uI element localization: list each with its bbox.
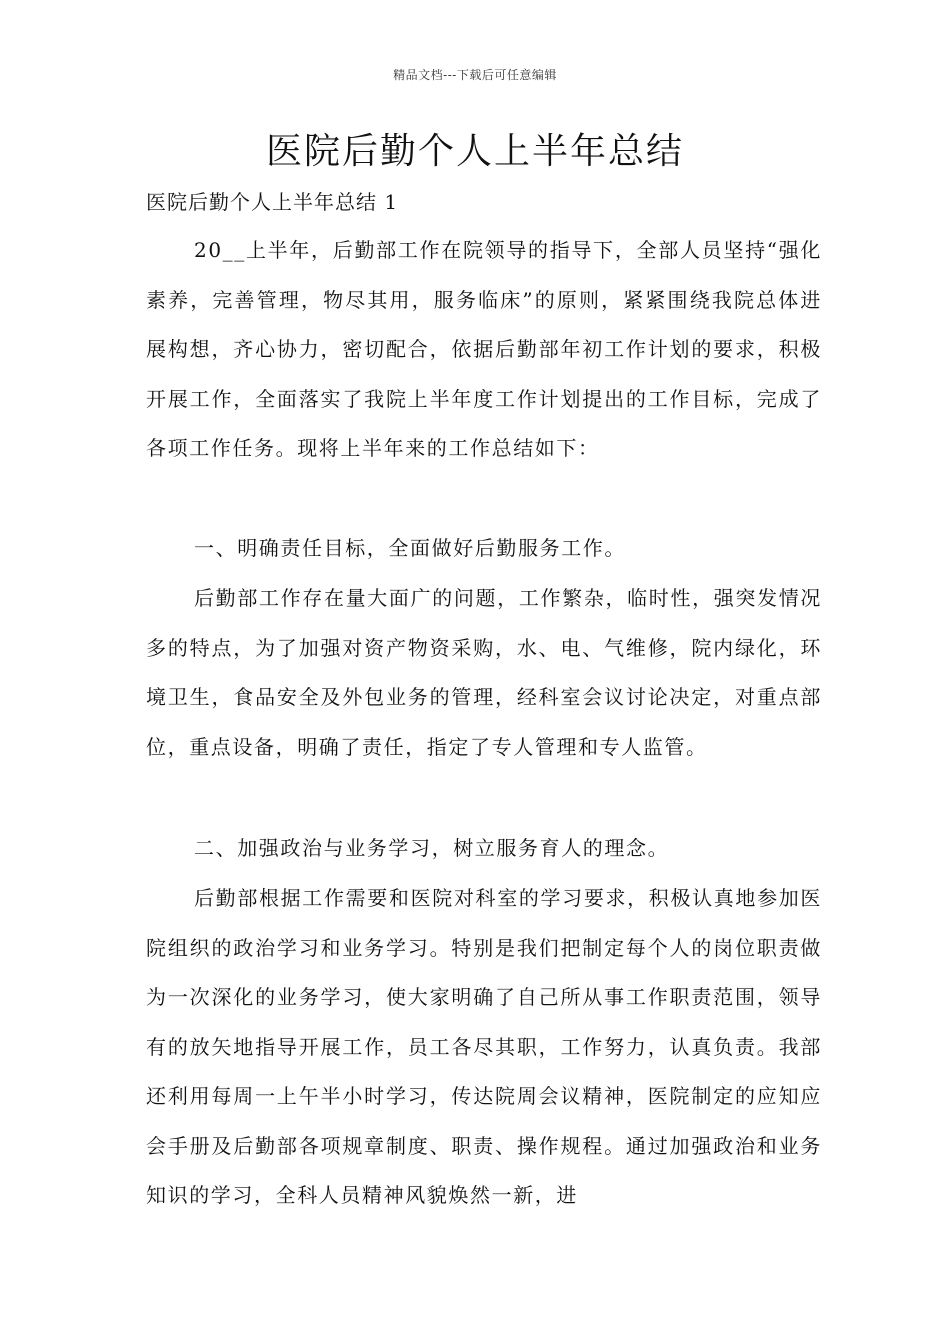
header-note: 精品文档---下载后可任意编辑: [393, 68, 557, 82]
section-heading-2: 二、加强政治与业务学习，树立服务育人的理念。: [194, 836, 670, 860]
paragraph-section-1: 后勤部工作存在量大面广的问题，工作繁杂，临时性，强突发情况多的特点，为了加强对资产物资采购，水、电、气维修，院内绿化，环境卫生，食品安全及外包业务的管理，经科室会议讨论决定，对重点部位，重点设备，明确了责任，指定了专人管理和专人监管。: [146, 586, 822, 759]
paragraph-intro: 20__上半年，后勤部工作在院领导的指导下，全部人员坚持“强化素养，完善管理，物尽其用，服务临床”的原则，紧紧围绕我院总体进展构想，齐心协力，密切配合，依据后勤部年初工作计划的要求，积极开展工作，全面落实了我院上半年度工作计划提出的工作目标，完成了各项工作任务。现将上半年来的工作总结如下：: [146, 238, 822, 460]
section-heading-1: 一、明确责任目标，全面做好后勤服务工作。: [194, 536, 626, 560]
document-title: 医院后勤个人上半年总结: [265, 131, 684, 172]
document-subtitle: 医院后勤个人上半年总结 1: [146, 190, 399, 214]
paragraph-section-2: 后勤部根据工作需要和医院对科室的学习要求，积极认真地参加医院组织的政治学习和业务学习。特别是我们把制定每个人的岗位职责做为一次深化的业务学习，使大家明确了自己所从事工作职责范围，领导有的放矢地指导开展工作，员工各尽其职，工作努力，认真负责。我部还利用每周一上午半小时学习，传达院周会议精神，医院制定的应知应会手册及后勤部各项规章制度、职责、操作规程。通过加强政治和业务知识的学习，全科人员精神风貌焕然一新，进: [146, 886, 822, 1207]
